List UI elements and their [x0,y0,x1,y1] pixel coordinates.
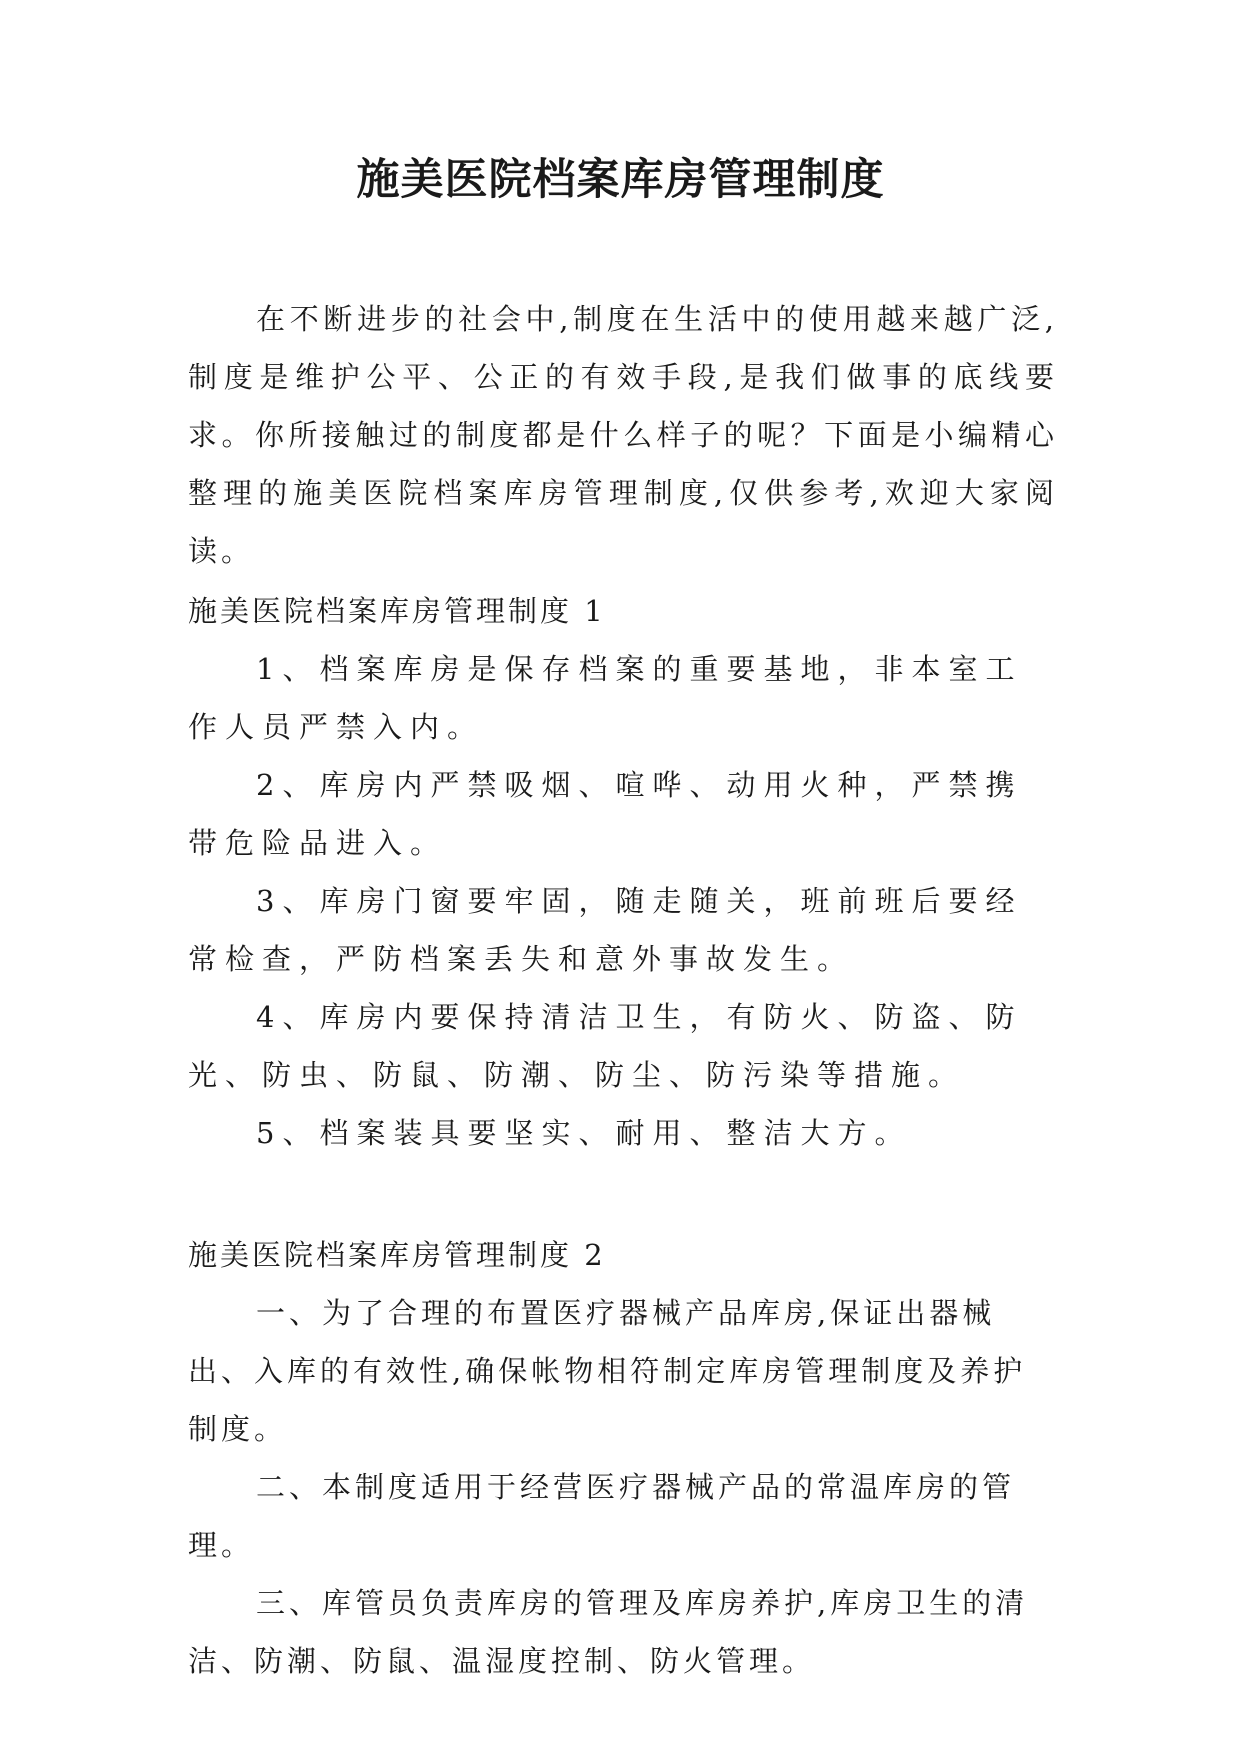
section-2-item-1: 一、为了合理的布置医疗器械产品库房,保证出器械出、入库的有效性,确保帐物相符制定库房管理制度及养护制度。 [188,1296,1027,1446]
section-2-item-2: 二、本制度适用于经营医疗器械产品的常温库房的管理。 [188,1470,1016,1562]
section-2-item-3: 三、库管员负责库房的管理及库房养护,库房卫生的清洁、防潮、防鼠、温湿度控制、防火管理。 [188,1586,1029,1678]
section-heading: 施美医院档案库房管理制度 2 [188,1238,606,1272]
intro-paragraph: 在不断进步的社会中,制度在生活中的使用越来越广泛,制度是维护公平、公正的有效手段,是我们做事的底线要求。你所接触过的制度都是什么样子的呢？下面是小编精心整理的施美医院档案库房管理制度,仅供参考,欢迎大家阅读。 [188,302,1058,568]
section-1 [188,582,1058,1162]
section-heading: 施美医院档案库房管理制度 1 [188,594,606,628]
section-1-item-1: 1、档案库房是保存档案的重要基地，非本室工作人员严禁入内。 [188,652,1023,744]
section-1-item-3: 3、库房门窗要牢固，随走随关，班前班后要经常检查，严防档案丢失和意外事故发生。 [188,884,1023,976]
section-1-item-4: 4、库房内要保持清洁卫生，有防火、防盗、防光、防虫、防鼠、防潮、防尘、防污染等措施。 [188,1000,1023,1092]
document-title: 施美医院档案库房管理制度 [356,155,885,205]
section-1-item-2: 2、库房内严禁吸烟、喧哗、动用火种，严禁携带危险品进入。 [188,768,1023,860]
section-1-item-5: 5、档案装具要坚实、耐用、整洁大方。 [256,1116,912,1150]
section-2 [188,1226,1058,1690]
